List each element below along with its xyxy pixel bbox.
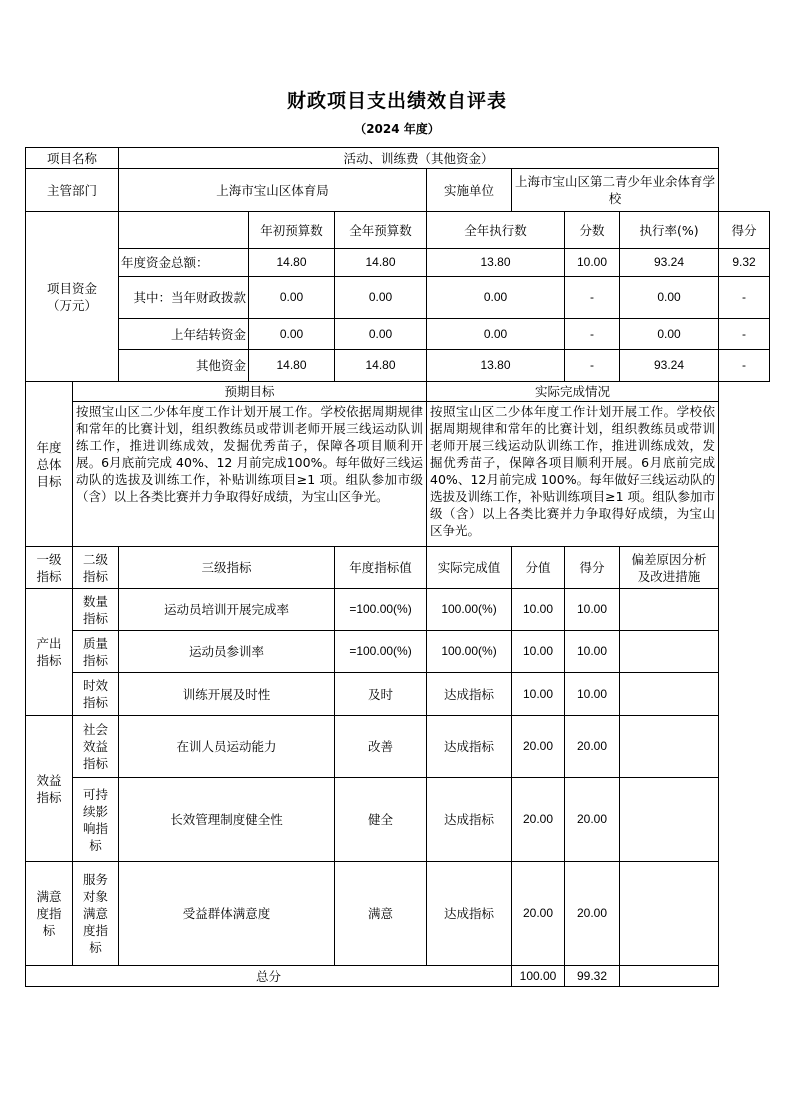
total-score: 99.32 bbox=[565, 966, 620, 987]
funds-cell: - bbox=[719, 350, 770, 382]
indicator-actual: 达成指标 bbox=[427, 862, 512, 966]
indicator-level3: 训练开展及时性 bbox=[119, 673, 335, 716]
indicator-level2: 服务 对象 满意 度指 标 bbox=[73, 862, 119, 966]
funds-cell: - bbox=[719, 277, 770, 319]
funds-cell: 0.00 bbox=[427, 319, 565, 350]
indicator-weight: 10.00 bbox=[512, 589, 565, 631]
project-name-value: 活动、训练费（其他资金） bbox=[119, 148, 719, 169]
funds-header: 执行率(%) bbox=[620, 212, 719, 249]
indicator-weight: 10.00 bbox=[512, 631, 565, 673]
funds-cell: 9.32 bbox=[719, 249, 770, 277]
funds-cell: 93.24 bbox=[620, 249, 719, 277]
indicator-target: 改善 bbox=[335, 716, 427, 778]
indicator-score: 10.00 bbox=[565, 631, 620, 673]
funds-header: 年初预算数 bbox=[249, 212, 335, 249]
funds-row-label: 年度资金总额： bbox=[119, 249, 249, 277]
indicator-weight: 20.00 bbox=[512, 716, 565, 778]
indicator-level3: 长效管理制度健全性 bbox=[119, 778, 335, 862]
indicator-score: 10.00 bbox=[565, 673, 620, 716]
funds-row-label: 其中：当年财政拨款 bbox=[119, 277, 249, 319]
indicator-target: =100.00(%) bbox=[335, 589, 427, 631]
indicator-actual: 达成指标 bbox=[427, 673, 512, 716]
funds-cell: 0.00 bbox=[620, 319, 719, 350]
funds-header: 全年执行数 bbox=[427, 212, 565, 249]
funds-cell: 0.00 bbox=[335, 277, 427, 319]
funds-row-label: 上年结转资金 bbox=[119, 319, 249, 350]
funds-header: 全年预算数 bbox=[335, 212, 427, 249]
indicator-header-level1: 一级 指标 bbox=[26, 547, 73, 589]
impl-unit-label: 实施单位 bbox=[427, 169, 512, 212]
funds-cell: 0.00 bbox=[335, 319, 427, 350]
indicator-level3: 在训人员运动能力 bbox=[119, 716, 335, 778]
project-name-label: 项目名称 bbox=[26, 148, 119, 169]
indicator-level3: 受益群体满意度 bbox=[119, 862, 335, 966]
funds-row-label: 其他资金 bbox=[119, 350, 249, 382]
funds-cell: 14.80 bbox=[249, 249, 335, 277]
indicator-header-score: 得分 bbox=[565, 547, 620, 589]
indicator-note bbox=[620, 716, 719, 778]
total-label: 总分 bbox=[26, 966, 512, 987]
indicator-actual: 100.00(%) bbox=[427, 589, 512, 631]
funds-label: 项目资金 （万元） bbox=[26, 212, 119, 382]
indicator-level2: 数量 指标 bbox=[73, 589, 119, 631]
indicator-weight: 20.00 bbox=[512, 778, 565, 862]
indicator-header-note: 偏差原因分析 及改进措施 bbox=[620, 547, 719, 589]
total-weight: 100.00 bbox=[512, 966, 565, 987]
indicator-target: 及时 bbox=[335, 673, 427, 716]
indicator-level1: 效益 指标 bbox=[26, 716, 73, 862]
indicator-level2: 可持 续影 响指 标 bbox=[73, 778, 119, 862]
indicator-target: 满意 bbox=[335, 862, 427, 966]
funds-header-empty bbox=[119, 212, 249, 249]
goals-label: 年度 总体 目标 bbox=[26, 382, 73, 547]
indicator-level2: 社会 效益 指标 bbox=[73, 716, 119, 778]
total-note bbox=[620, 966, 719, 987]
indicator-target: =100.00(%) bbox=[335, 631, 427, 673]
funds-cell: 0.00 bbox=[427, 277, 565, 319]
funds-cell: 13.80 bbox=[427, 249, 565, 277]
indicator-score: 20.00 bbox=[565, 716, 620, 778]
funds-cell: - bbox=[719, 319, 770, 350]
indicator-score: 20.00 bbox=[565, 778, 620, 862]
indicator-score: 20.00 bbox=[565, 862, 620, 966]
funds-cell: 0.00 bbox=[249, 319, 335, 350]
indicator-target: 健全 bbox=[335, 778, 427, 862]
indicator-level2: 质量 指标 bbox=[73, 631, 119, 673]
actual-goal-text: 按照宝山区二少体年度工作计划开展工作。学校依据周期规律和常年的比赛计划，组织教练员或带训老师开展三线运动队训练工作，推进训练成效，发掘优秀苗子，保障各项目顺利开展。6月底前完成 40%、12月前完成 100%。每年做好三线运动队的选拔及训练工作，补贴训练项目≥1 项。组队参加市级（含）以上各类比赛并力争取得好成绩，为宝山区争光。 bbox=[427, 402, 719, 547]
indicator-note bbox=[620, 778, 719, 862]
indicator-actual: 100.00(%) bbox=[427, 631, 512, 673]
indicator-actual: 达成指标 bbox=[427, 778, 512, 862]
expected-goal-text: 按照宝山区二少体年度工作计划开展工作。学校依据周期规律和常年的比赛计划，组织教练员或带训老师开展三线运动队训练工作，推进训练成效，发掘优秀苗子，保障各项目顺利开展。6月底前完成 40%、12 月前完成100%。每年做好三线运动队的选拔及训练工作，补贴训练项目≥1 项。组队参加市级（含）以上各类比赛并力争取得好成绩，为宝山区争光。 bbox=[73, 402, 427, 547]
indicator-weight: 20.00 bbox=[512, 862, 565, 966]
page-subtitle: （2024 年度） bbox=[354, 122, 440, 136]
funds-cell: 0.00 bbox=[620, 277, 719, 319]
funds-cell: 14.80 bbox=[335, 249, 427, 277]
indicator-score: 10.00 bbox=[565, 589, 620, 631]
indicator-note bbox=[620, 673, 719, 716]
funds-header: 得分 bbox=[719, 212, 770, 249]
indicator-header-weight: 分值 bbox=[512, 547, 565, 589]
indicator-header-target: 年度指标值 bbox=[335, 547, 427, 589]
indicator-level1: 产出 指标 bbox=[26, 589, 73, 716]
funds-cell: - bbox=[565, 319, 620, 350]
indicator-weight: 10.00 bbox=[512, 673, 565, 716]
funds-cell: 93.24 bbox=[620, 350, 719, 382]
impl-unit-value: 上海市宝山区第二青少年业余体育学校 bbox=[512, 169, 719, 212]
indicator-note bbox=[620, 862, 719, 966]
indicator-header-actual: 实际完成值 bbox=[427, 547, 512, 589]
funds-cell: 14.80 bbox=[335, 350, 427, 382]
indicator-note bbox=[620, 589, 719, 631]
indicator-level2: 时效 指标 bbox=[73, 673, 119, 716]
expected-goal-header: 预期目标 bbox=[73, 382, 427, 402]
actual-goal-header: 实际完成情况 bbox=[427, 382, 719, 402]
dept-value: 上海市宝山区体育局 bbox=[119, 169, 427, 212]
funds-cell: - bbox=[565, 350, 620, 382]
dept-label: 主管部门 bbox=[26, 169, 119, 212]
funds-cell: 10.00 bbox=[565, 249, 620, 277]
indicator-level3: 运动员培训开展完成率 bbox=[119, 589, 335, 631]
indicator-actual: 达成指标 bbox=[427, 716, 512, 778]
funds-cell: 13.80 bbox=[427, 350, 565, 382]
indicator-header-level2: 二级 指标 bbox=[73, 547, 119, 589]
indicator-level3: 运动员参训率 bbox=[119, 631, 335, 673]
funds-cell: 14.80 bbox=[249, 350, 335, 382]
page-title: 财政项目支出绩效自评表 bbox=[286, 90, 507, 112]
funds-cell: 0.00 bbox=[249, 277, 335, 319]
funds-cell: - bbox=[565, 277, 620, 319]
evaluation-table bbox=[25, 147, 770, 987]
funds-header: 分数 bbox=[565, 212, 620, 249]
indicator-level1: 满意 度指 标 bbox=[26, 862, 73, 966]
indicator-note bbox=[620, 631, 719, 673]
indicator-header-level3: 三级指标 bbox=[119, 547, 335, 589]
